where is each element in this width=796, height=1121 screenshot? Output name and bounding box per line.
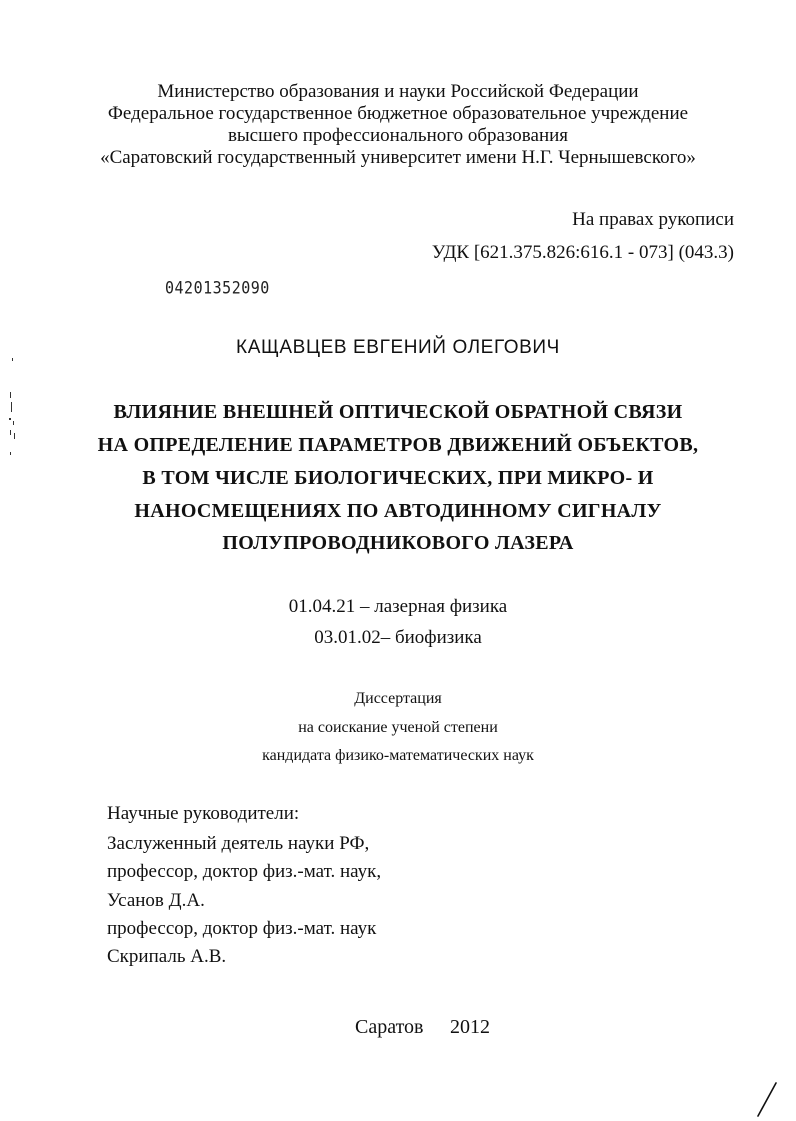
supervisor-name: Усанов Д.А.	[107, 890, 205, 911]
title-line: НА ОПРЕДЕЛЕНИЕ ПАРАМЕТРОВ ДВИЖЕНИЙ ОБЪЕКТОВ,	[97, 434, 699, 456]
university-line: «Саратовский государственный университет имени Н.Г. Чернышевского»	[100, 147, 696, 168]
title-line: НАНОСМЕЩЕНИЯХ ПО АВТОДИННОМУ СИГНАЛУ	[134, 500, 662, 522]
author-name: КАЩАВЦЕВ ЕВГЕНИЙ ОЛЕГОВИЧ	[236, 337, 560, 358]
title-line: ПОЛУПРОВОДНИКОВОГО ЛАЗЕРА	[222, 532, 574, 554]
specialty-laser-physics: 01.04.21 – лазерная физика	[288, 596, 508, 617]
supervisor-line: профессор, доктор физ.-мат. наук,	[107, 861, 382, 882]
udc-code: УДК [621.375.826:616.1 - 073] (043.3)	[431, 242, 734, 263]
supervisor-name: Скрипаль А.В.	[107, 946, 227, 967]
ministry-line: Министерство образования и науки Российской Федерации	[157, 81, 639, 102]
degree-name: кандидата физико-математических наук	[262, 747, 534, 764]
manuscript-note: На правах рукописи	[572, 209, 734, 230]
supervisor-line: Заслуженный деятель науки РФ,	[107, 833, 370, 854]
institution-type-line: Федеральное государственное бюджетное образовательное учреждение	[107, 103, 689, 124]
specialty-biophysics: 03.01.02– биофизика	[314, 627, 482, 648]
scan-dot	[12, 358, 13, 361]
supervisor-line: профессор, доктор физ.-мат. наук	[107, 918, 377, 939]
year: 2012	[450, 1016, 490, 1038]
city: Саратов	[355, 1016, 424, 1038]
scan-dot	[10, 392, 11, 398]
pen-stroke	[758, 1083, 776, 1116]
pen-mark	[752, 1080, 782, 1120]
dissertation-label: Диссертация	[354, 690, 442, 707]
supervisors-heading: Научные руководители:	[107, 803, 300, 824]
education-level-line: высшего профессионального образования	[227, 125, 569, 146]
title-line: ВЛИЯНИЕ ВНЕШНЕЙ ОПТИЧЕСКОЙ ОБРАТНОЙ СВЯЗИ	[113, 401, 683, 423]
archive-stamp-number: 04201352090	[165, 277, 270, 299]
title-line: В ТОМ ЧИСЛЕ БИОЛОГИЧЕСКИХ, ПРИ МИКРО- И	[142, 467, 654, 489]
degree-purpose: на соискание ученой степени	[298, 719, 498, 736]
